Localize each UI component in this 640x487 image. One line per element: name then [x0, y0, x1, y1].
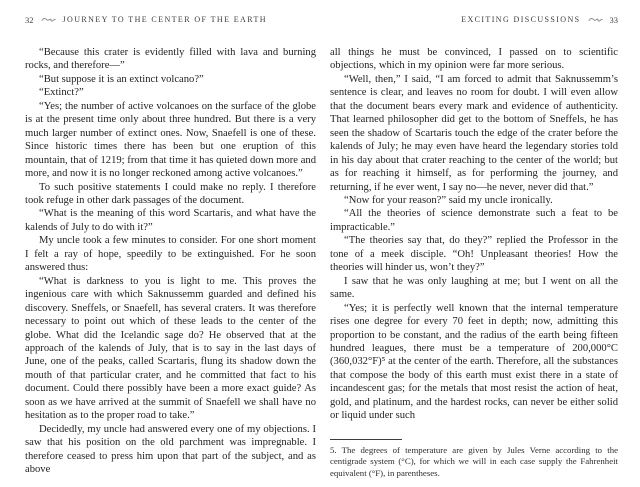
paragraph: To such positive statements I could make no reply. I therefore took refuge in other dark passages of the document.: [25, 181, 316, 206]
paragraph: “What is the meaning of this word Scartaris, and what have the kalends of July to do with it?”: [25, 208, 316, 233]
left-page: [25, 14, 316, 477]
paragraph: My uncle took a few minutes to consider. For one short moment I felt a ray of hope, speedily to be extinguished. For he soon answered thus:: [25, 235, 316, 274]
footnote-divider: [330, 439, 402, 440]
right-page: [330, 14, 618, 479]
right-running-title: EXCITING DISCUSSIONS: [461, 15, 581, 24]
right-running-header: [330, 14, 618, 25]
right-page-text: [330, 46, 618, 423]
left-page-text: [25, 46, 316, 477]
paragraph: I saw that he was only laughing at me; but I went on all the same.: [330, 275, 618, 301]
paragraph: “Yes; the number of active volcanoes on the surface of the globe is at the present time only about three hundred. But there is a very much larger number of extinct ones. Now, Snaefell is one of these. Since historic times there has been but one eruption of this mountain, that of 1219; from that time it has quieted down more and more, and now it is no longer reckoned among active volcanoes.”: [25, 100, 316, 180]
paragraph: Decidedly, my uncle had answered every one of my objections. I saw that his position on the old parchment was impregnable. I therefore ceased to press him upon that part of the subject, and as above: [25, 423, 316, 476]
fleuron-icon: [588, 16, 603, 23]
left-running-header: [25, 14, 316, 25]
right-page-number: 33: [609, 14, 618, 25]
left-running-title: JOURNEY TO THE CENTER OF THE EARTH: [62, 15, 267, 24]
paragraph: “The theories say that, do they?” replied the Professor in the tone of a meek disciple. “Oh! Unpleasant theories! How the theories will hinder us, won’t they?”: [330, 235, 618, 274]
paragraph: “But suppose it is an extinct volcano?”: [39, 73, 204, 85]
paragraph: “All the theories of science demonstrate such a feat to be impracticable.”: [330, 208, 618, 233]
paragraph: “Extinct?”: [39, 87, 84, 99]
footnote-text: 5. The degrees of temperature are given by Jules Verne according to the centigrade system (°C), for which we will in each case supply the Fahrenheit equivalent (°F), in parentheses.: [330, 444, 618, 478]
left-page-number: 32: [25, 14, 34, 25]
paragraph: “What is darkness to you is light to me. This proves the ingenious care with which Saknussemm guarded and defined his discovery. Sneffels, or Snaefell, has several craters. It was therefore necessary to point out which of these leads to the center of the globe. What did the Icelandic sage do? He observed that at the approach of the kalends of July, that is to say in the last days of June, one of the peaks, called Scartaris, flung its shadow down the mouth of that particular crater, and he committed that fact to his document. Could there possibly have been a more exact guide? As soon as we have arrived at the summit of Snaefell we shall have no hesitation as to the proper road to take.”: [25, 275, 316, 422]
paragraph: “Now for your reason?” said my uncle ironically.: [344, 194, 553, 206]
paragraph: all things he must be convinced, I passed on to scientific objections, which in my opinion were far more serious.: [330, 47, 618, 72]
paragraph: “Yes; it is perfectly well known that the internal temperature rises one degree for every 70 feet in depth; now, admitting this proportion to be constant, and the radius of the earth being fifteen hundred leagues, there must be a temperature of 200,000°C (360,032°F)⁵ at the center of the earth. Therefore, all the substances that compose the body of this earth must exist there in a state of incandescent gas; for the metals that most resist the action of heat, gold, and platinum, and the hardest rocks, can never be either solid or liquid under such: [330, 302, 618, 422]
footnote-block: [330, 439, 618, 479]
paragraph: “Well, then,” I said, “I am forced to admit that Saknussemm’s sentence is clear, and leaves no room for doubt. I will even allow that the document bears every mark and evidence of authenticity. That learned philosopher did get to the bottom of Sneffels, he has seen the shadow of Scartaris touch the edge of the crater before the kalends of July; he may even have heard the legendary stories told in his day about that crater reaching to the center of the world; but as for reaching it himself, as for performing the journey, and returning, if he ever went, I say no—he never, never did that.”: [330, 73, 618, 193]
paragraph: “Because this crater is evidently filled with lava and burning rocks, and therefore—”: [25, 47, 316, 72]
fleuron-icon: [41, 16, 56, 23]
